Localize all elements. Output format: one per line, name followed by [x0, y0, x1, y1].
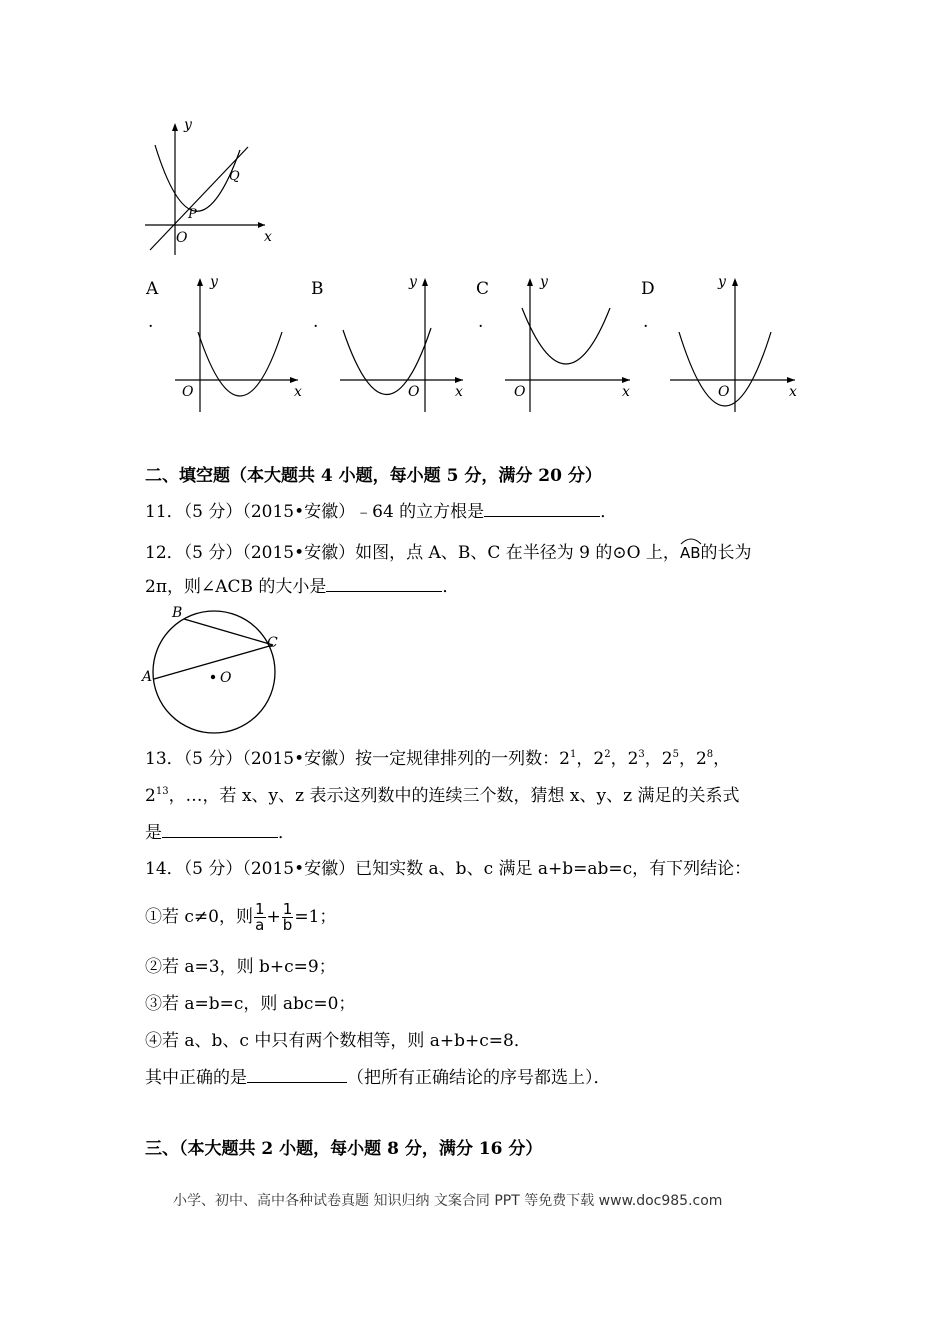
option-d-origin-label: O: [718, 384, 730, 400]
center-point: [211, 675, 215, 679]
conclusion-1: [145, 902, 336, 933]
question-14-final-text-a: 其中正确的是: [145, 1068, 247, 1088]
conclusion-3: ③若 a=b=c，则 abc=0；: [145, 994, 356, 1014]
option-b-graph[interactable]: [335, 270, 470, 415]
answer-blank-11[interactable]: [484, 500, 600, 517]
option-c-parabola: [522, 308, 610, 364]
option-d-graph[interactable]: [665, 270, 805, 415]
option-b-y-label: y: [409, 274, 417, 290]
option-c-origin-label: O: [514, 384, 526, 400]
option-d-x-label: x: [789, 384, 797, 400]
question-14-intro: 14．（5 分）（2015•安徽）已知实数 a、b、c 满足 a+b=ab=c，有下列结论：: [145, 859, 752, 879]
main-graph-figure: [140, 115, 280, 260]
point-label-b: B: [172, 605, 183, 621]
section-3-heading: 三、（本大题共 2 小题，每小题 8 分，满分 16 分）: [145, 1139, 543, 1159]
question-13-line-1: [145, 747, 730, 771]
question-12-text-b: 的长为: [700, 543, 752, 563]
question-11-text: 11．（5 分）（2015•安徽）﹣64 的立方根是: [145, 502, 485, 522]
question-13-end: ．: [278, 823, 295, 843]
circle-shape: [153, 611, 275, 733]
option-b-origin-label: O: [408, 384, 420, 400]
origin-label: O: [176, 230, 188, 246]
option-b-label[interactable]: B: [311, 279, 324, 299]
sequence-term-3: $2^3$，: [627, 749, 662, 769]
option-d-label[interactable]: D: [641, 279, 655, 299]
answer-blank-12[interactable]: [326, 575, 442, 592]
sequence-term-1: $2^1$，: [559, 749, 594, 769]
question-13-line-2: [145, 784, 739, 808]
center-label-o: O: [220, 670, 232, 686]
answer-blank-14[interactable]: [247, 1066, 347, 1083]
option-c-x-label: x: [622, 384, 630, 400]
circle-figure: [140, 605, 290, 735]
conclusion-4: ④若 a、b、c 中只有两个数相等，则 a+b+c=8．: [145, 1031, 531, 1051]
sequence-term-4: $2^5$，: [661, 749, 696, 769]
arc-symbol-icon: [680, 537, 702, 545]
question-13-text: 13．（5 分）（2015•安徽）按一定规律排列的一列数：: [145, 749, 560, 769]
footer-text: 小学、初中、高中各种试卷真题 知识归纳 文案合同 PPT 等免费下载 www.doc985.com: [173, 1193, 723, 1209]
option-c-graph[interactable]: [500, 270, 635, 415]
question-13-text-3: 是: [145, 823, 162, 843]
arc-ab: [680, 537, 701, 565]
option-a-x-label: x: [294, 384, 302, 400]
question-11: [145, 500, 617, 524]
question-12-line-2: [145, 575, 459, 599]
option-d-dot: .: [643, 312, 649, 332]
option-a-origin-label: O: [182, 384, 194, 400]
point-label-p: P: [188, 207, 197, 222]
chord-ac: [154, 645, 273, 679]
question-12-text-a: 12．（5 分）（2015•安徽）如图，点 A、B、C 在半径为 9 的⊙O 上，: [145, 543, 680, 563]
question-13-text-2: ，…，若 x、y、z 表示这列数中的连续三个数，猜想 x、y、z 满足的关系式: [168, 786, 740, 806]
question-13-line-3: [145, 821, 295, 845]
question-12-line-1: [145, 537, 752, 565]
answer-blank-13[interactable]: [162, 821, 278, 838]
sequence-term-2: $2^2$，: [593, 749, 628, 769]
question-12-end: ．: [442, 577, 460, 597]
conclusion-2: ②若 a=3，则 b+c=9；: [145, 957, 336, 977]
option-b-x-label: x: [455, 384, 463, 400]
point-label-q: Q: [229, 169, 240, 184]
option-a-dot: .: [148, 312, 154, 332]
option-c-label[interactable]: C: [476, 279, 490, 299]
sequence-term-5: $2^8$，: [695, 749, 731, 769]
sequence-term-6: $2^{13}$: [145, 786, 169, 806]
option-c-y-label: y: [540, 274, 548, 290]
point-label-c: C: [267, 635, 278, 651]
section-2-heading: 二、填空题（本大题共 4 小题，每小题 5 分，满分 20 分）: [145, 466, 602, 486]
option-a-label[interactable]: A: [146, 279, 159, 299]
axis-label-y: y: [184, 117, 192, 133]
option-b-dot: .: [313, 312, 319, 332]
option-c-dot: .: [478, 312, 484, 332]
option-a-y-label: y: [210, 274, 218, 290]
point-label-a: A: [142, 669, 153, 685]
conclusion-1-end: =1；: [294, 907, 337, 927]
conclusion-1-text: ①若 c≠0，则: [145, 907, 253, 927]
option-d-y-label: y: [718, 274, 726, 290]
parabola-curve: [155, 145, 240, 211]
question-14-final-text-b: （把所有正确结论的序号都选上）．: [347, 1068, 611, 1088]
straight-line: [150, 147, 248, 250]
fraction-1-over-a: $\frac{1}{a}$: [255, 900, 265, 934]
question-11-end: ．: [600, 502, 618, 522]
option-a-parabola: [198, 332, 282, 396]
arc-label: AB: [679, 544, 701, 562]
plus-sign: +: [266, 907, 281, 927]
question-12-text-c: 2π，则∠ACB 的大小是: [145, 577, 327, 597]
axis-label-x: x: [264, 229, 272, 245]
question-14-final: [145, 1066, 611, 1090]
option-a-graph[interactable]: [170, 270, 305, 415]
fraction-1-over-b: $\frac{1}{b}$: [282, 900, 293, 934]
